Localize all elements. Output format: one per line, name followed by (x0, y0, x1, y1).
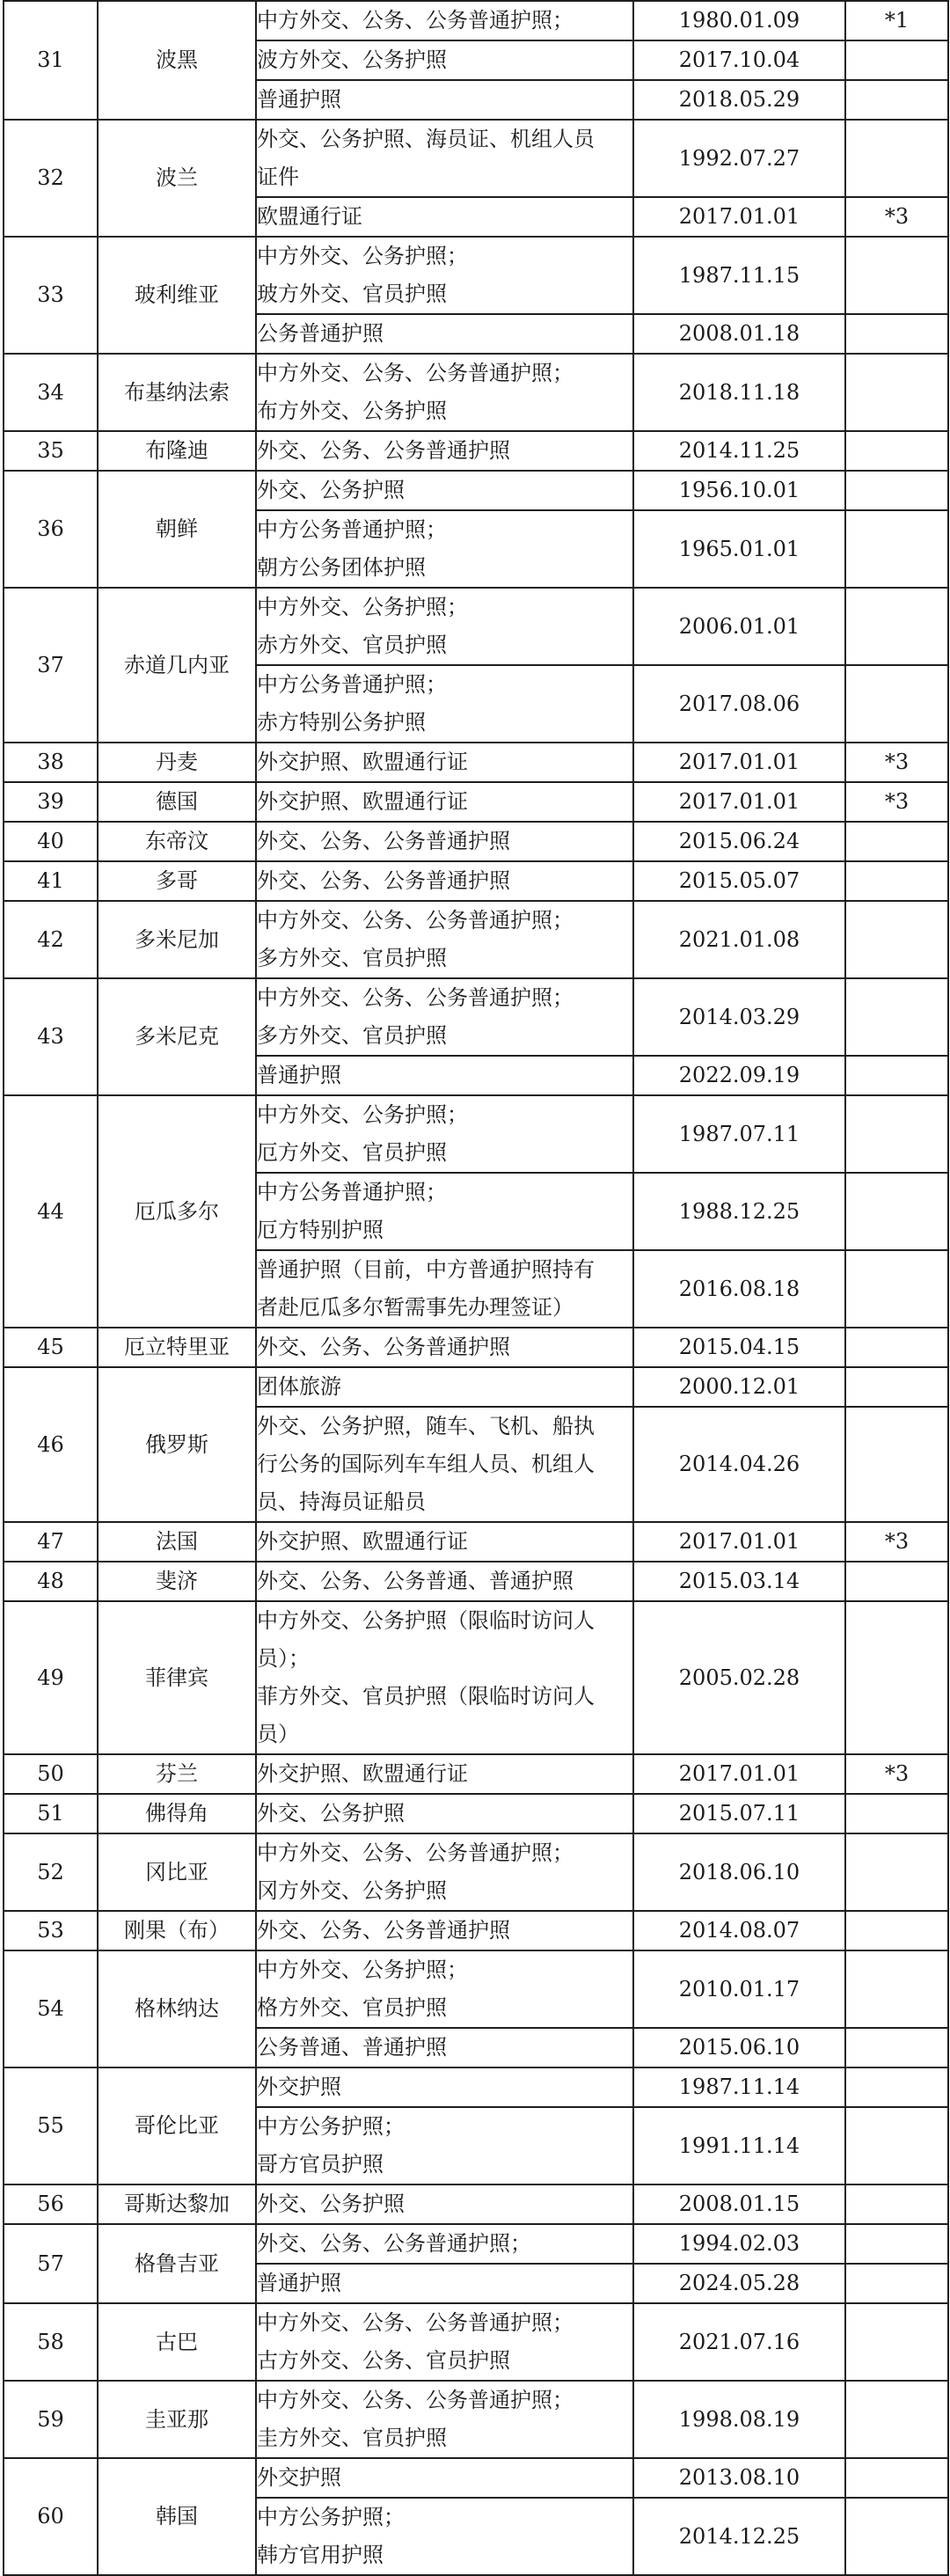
passport-type-cell (256, 2028, 633, 2067)
table-row (4, 1367, 948, 1407)
effective-date: 2010.01.17 (633, 1950, 845, 2028)
table-row (4, 861, 948, 901)
passport-type-line: 古方外交、公务、官员护照 (257, 2348, 510, 2373)
passport-type-cell (256, 237, 633, 314)
passport-type-line: 者赴厄瓜多尔暂需事先办理签证） (257, 1295, 574, 1320)
passport-type-line: 外交护照 (257, 2465, 341, 2490)
note-mark (845, 2458, 948, 2498)
row-number: 42 (4, 901, 98, 978)
passport-type-line: 中方公务护照； (257, 2114, 405, 2139)
passport-type-cell (256, 1794, 633, 1833)
note-mark (845, 1794, 948, 1833)
passport-type-line: 赤方外交、官员护照 (257, 633, 447, 657)
effective-date: 1956.10.01 (633, 471, 845, 510)
country-name: 哥斯达黎加 (98, 2184, 256, 2224)
row-number: 44 (4, 1095, 98, 1328)
note-mark (845, 2184, 948, 2224)
country-name: 厄立特里亚 (98, 1328, 256, 1367)
table-row (4, 588, 948, 665)
passport-type-cell (256, 1250, 633, 1328)
passport-type-line: 中方外交、公务、公务普通护照； (257, 908, 574, 933)
table-row (4, 1328, 948, 1367)
passport-type-line: 外交护照、欧盟通行证 (257, 1529, 468, 1554)
note-mark (845, 1407, 948, 1522)
effective-date: 2014.03.29 (633, 978, 845, 1056)
row-number: 37 (4, 588, 98, 743)
passport-type-cell (256, 1328, 633, 1367)
note-mark (845, 1833, 948, 1911)
passport-type-line: 外交、公务护照 (257, 478, 405, 502)
effective-date: 2014.12.25 (633, 2498, 845, 2575)
passport-type-cell (256, 1562, 633, 1601)
passport-type-line: 厄方外交、官员护照 (257, 1140, 447, 1165)
passport-type-cell (256, 2303, 633, 2381)
passport-type-line: 中方公务护照； (257, 2505, 405, 2529)
passport-type-line: 中方公务普通护照； (257, 672, 447, 697)
country-name: 波黑 (98, 1, 256, 120)
passport-type-cell (256, 431, 633, 471)
effective-date: 2017.01.01 (633, 743, 845, 782)
row-number: 43 (4, 978, 98, 1095)
note-mark (845, 1562, 948, 1601)
passport-type-line: 公务普通护照 (257, 321, 384, 346)
row-number: 32 (4, 120, 98, 237)
row-number: 53 (4, 1911, 98, 1950)
table-row (4, 1, 948, 40)
passport-type-cell (256, 2107, 633, 2184)
country-name: 斐济 (98, 1562, 256, 1601)
passport-type-line: 中方外交、公务护照； (257, 1958, 468, 1982)
country-name: 德国 (98, 782, 256, 822)
passport-type-cell (256, 2224, 633, 2264)
note-mark (845, 901, 948, 978)
row-number: 40 (4, 822, 98, 861)
country-name: 格林纳达 (98, 1950, 256, 2067)
note-mark (845, 2381, 948, 2458)
effective-date: 2000.12.01 (633, 1367, 845, 1407)
table-row (4, 822, 948, 861)
note-mark (845, 510, 948, 588)
row-number: 59 (4, 2381, 98, 2458)
table-row (4, 1562, 948, 1601)
passport-type-cell (256, 1522, 633, 1562)
passport-type-line: 格方外交、官员护照 (257, 1995, 447, 2020)
passport-type-cell (256, 2381, 633, 2458)
row-number: 60 (4, 2458, 98, 2575)
country-name: 冈比亚 (98, 1833, 256, 1911)
effective-date: 1994.02.03 (633, 2224, 845, 2264)
passport-type-cell (256, 1056, 633, 1095)
note-mark (845, 822, 948, 861)
table-row (4, 2067, 948, 2107)
note-mark (845, 1911, 948, 1950)
row-number: 38 (4, 743, 98, 782)
note-mark (845, 40, 948, 80)
passport-type-line: 外交、公务护照，随车、飞机、船执 (257, 1414, 595, 1438)
passport-type-cell (256, 901, 633, 978)
effective-date: 2022.09.19 (633, 1056, 845, 1095)
passport-type-line: 员、持海员证船员 (257, 1489, 426, 1514)
effective-date: 2008.01.15 (633, 2184, 845, 2224)
passport-type-line: 菲方外交、官员护照（限临时访问人 (257, 1684, 595, 1709)
passport-type-cell (256, 2067, 633, 2107)
row-number: 33 (4, 237, 98, 354)
passport-type-line: 外交、公务、公务普通护照 (257, 1335, 510, 1359)
passport-type-line: 外交护照、欧盟通行证 (257, 789, 468, 814)
table-row (4, 2458, 948, 2498)
row-number: 56 (4, 2184, 98, 2224)
effective-date: 2017.01.01 (633, 782, 845, 822)
passport-type-line: 中方公务普通护照； (257, 517, 447, 542)
passport-type-line: 玻方外交、官员护照 (257, 282, 447, 306)
passport-type-cell (256, 2264, 633, 2303)
country-name: 俄罗斯 (98, 1367, 256, 1522)
passport-type-cell (256, 1950, 633, 2028)
effective-date: 2008.01.18 (633, 314, 845, 354)
passport-type-line: 外交、公务护照 (257, 1801, 405, 1826)
note-mark (845, 2067, 948, 2107)
visa-exemption-table (3, 0, 949, 2576)
passport-type-line: 员） (257, 1722, 299, 1746)
table-row (4, 1911, 948, 1950)
passport-type-line: 普通护照 (257, 2271, 341, 2295)
passport-type-cell (256, 1601, 633, 1754)
effective-date: 2014.11.25 (633, 431, 845, 471)
effective-date: 2015.06.10 (633, 2028, 845, 2067)
effective-date: 2015.04.15 (633, 1328, 845, 1367)
note-mark (845, 1173, 948, 1250)
passport-type-line: 外交、公务、公务普通、普通护照 (257, 1569, 574, 1593)
effective-date: 1988.12.25 (633, 1173, 845, 1250)
effective-date: 2015.03.14 (633, 1562, 845, 1601)
passport-type-cell (256, 1367, 633, 1407)
effective-date: 2015.07.11 (633, 1794, 845, 1833)
effective-date: 1991.11.14 (633, 2107, 845, 2184)
passport-type-line: 外交、公务、公务普通护照 (257, 1918, 510, 1943)
passport-type-cell (256, 2458, 633, 2498)
passport-type-line: 中方公务普通护照； (257, 1180, 447, 1204)
note-mark (845, 471, 948, 510)
passport-type-line: 中方外交、公务、公务普通护照； (257, 8, 574, 33)
note-mark (845, 1601, 948, 1754)
row-number: 54 (4, 1950, 98, 2067)
effective-date: 2014.04.26 (633, 1407, 845, 1522)
table-row (4, 2381, 948, 2458)
passport-type-cell (256, 588, 633, 665)
table-row (4, 1950, 948, 2028)
note-mark: *3 (845, 1522, 948, 1562)
effective-date: 1987.07.11 (633, 1095, 845, 1173)
passport-type-cell (256, 1407, 633, 1522)
note-mark (845, 2028, 948, 2067)
effective-date: 2017.01.01 (633, 1522, 845, 1562)
row-number: 45 (4, 1328, 98, 1367)
passport-type-cell (256, 1911, 633, 1950)
note-mark (845, 2264, 948, 2303)
passport-type-line: 赤方特别公务护照 (257, 710, 426, 735)
note-mark (845, 1250, 948, 1328)
note-mark (845, 120, 948, 197)
row-number: 31 (4, 1, 98, 120)
country-name: 多哥 (98, 861, 256, 901)
passport-type-line: 外交、公务、公务普通护照 (257, 438, 510, 463)
effective-date: 2021.01.08 (633, 901, 845, 978)
effective-date: 2018.11.18 (633, 354, 845, 431)
passport-type-line: 团体旅游 (257, 1374, 341, 1399)
effective-date: 1987.11.14 (633, 2067, 845, 2107)
table-row (4, 782, 948, 822)
effective-date: 2024.05.28 (633, 2264, 845, 2303)
passport-type-line: 中方外交、公务、公务普通护照； (257, 361, 574, 385)
note-mark (845, 1328, 948, 1367)
row-number: 51 (4, 1794, 98, 1833)
row-number: 52 (4, 1833, 98, 1911)
country-name: 波兰 (98, 120, 256, 237)
passport-type-cell (256, 80, 633, 120)
table-row (4, 1754, 948, 1794)
passport-type-line: 外交护照、欧盟通行证 (257, 1761, 468, 1786)
note-mark (845, 237, 948, 314)
country-name: 芬兰 (98, 1754, 256, 1794)
note-mark (845, 978, 948, 1056)
country-name: 刚果（布） (98, 1911, 256, 1950)
country-name: 厄瓜多尔 (98, 1095, 256, 1328)
passport-type-cell (256, 314, 633, 354)
passport-type-line: 中方外交、公务护照； (257, 244, 468, 268)
country-name: 佛得角 (98, 1794, 256, 1833)
row-number: 48 (4, 1562, 98, 1601)
passport-type-cell (256, 354, 633, 431)
passport-type-line: 欧盟通行证 (257, 204, 362, 229)
effective-date: 2005.02.28 (633, 1601, 845, 1754)
passport-type-line: 中方外交、公务护照； (257, 1102, 468, 1127)
row-number: 36 (4, 471, 98, 588)
country-name: 菲律宾 (98, 1601, 256, 1754)
country-name: 格鲁吉亚 (98, 2224, 256, 2303)
country-name: 韩国 (98, 2458, 256, 2575)
row-number: 34 (4, 354, 98, 431)
table-row (4, 431, 948, 471)
passport-type-line: 证件 (257, 165, 299, 189)
country-name: 法国 (98, 1522, 256, 1562)
passport-type-line: 多方外交、官员护照 (257, 1023, 447, 1048)
effective-date: 2015.06.24 (633, 822, 845, 861)
row-number: 55 (4, 2067, 98, 2184)
table-row (4, 354, 948, 431)
passport-type-line: 厄方特别护照 (257, 1218, 384, 1242)
passport-type-line: 普通护照 (257, 87, 341, 112)
row-number: 47 (4, 1522, 98, 1562)
country-name: 赤道几内亚 (98, 588, 256, 743)
note-mark (845, 314, 948, 354)
note-mark: *1 (845, 1, 948, 40)
note-mark: *3 (845, 782, 948, 822)
note-mark (845, 1056, 948, 1095)
passport-type-cell (256, 471, 633, 510)
effective-date: 2018.06.10 (633, 1833, 845, 1911)
passport-type-cell (256, 2498, 633, 2575)
passport-type-line: 朝方公务团体护照 (257, 555, 426, 580)
table-row (4, 1833, 948, 1911)
row-number: 46 (4, 1367, 98, 1522)
table-row (4, 2224, 948, 2264)
country-name: 古巴 (98, 2303, 256, 2381)
country-name: 东帝汶 (98, 822, 256, 861)
passport-type-cell (256, 822, 633, 861)
passport-type-line: 外交、公务、公务普通护照 (257, 829, 510, 853)
table-row (4, 237, 948, 314)
row-number: 35 (4, 431, 98, 471)
table-body (4, 1, 948, 2575)
effective-date: 2016.08.18 (633, 1250, 845, 1328)
effective-date: 2014.08.07 (633, 1911, 845, 1950)
note-mark (845, 1367, 948, 1407)
effective-date: 2017.08.06 (633, 665, 845, 743)
note-mark (845, 2224, 948, 2264)
effective-date: 2006.01.01 (633, 588, 845, 665)
passport-type-cell (256, 2184, 633, 2224)
passport-type-line: 韩方官用护照 (257, 2543, 384, 2567)
passport-type-cell (256, 1173, 633, 1250)
passport-type-line: 普通护照 (257, 1063, 341, 1087)
passport-type-cell (256, 782, 633, 822)
passport-type-cell (256, 40, 633, 80)
note-mark: *3 (845, 1754, 948, 1794)
effective-date: 1998.08.19 (633, 2381, 845, 2458)
passport-type-line: 员）； (257, 1646, 310, 1671)
note-mark (845, 665, 948, 743)
table-row (4, 1601, 948, 1754)
effective-date: 1992.07.27 (633, 120, 845, 197)
note-mark (845, 588, 948, 665)
passport-type-cell (256, 1833, 633, 1911)
note-mark (845, 2303, 948, 2381)
table-row (4, 120, 948, 197)
passport-type-line: 圭方外交、官员护照 (257, 2426, 447, 2450)
passport-type-line: 哥方官员护照 (257, 2152, 384, 2177)
effective-date: 2015.05.07 (633, 861, 845, 901)
passport-type-line: 普通护照（目前，中方普通护照持有 (257, 1257, 595, 1282)
note-mark (845, 2498, 948, 2575)
passport-type-cell (256, 1095, 633, 1173)
note-mark (845, 1950, 948, 2028)
table-row (4, 901, 948, 978)
effective-date: 1965.01.01 (633, 510, 845, 588)
country-name: 丹麦 (98, 743, 256, 782)
passport-type-cell (256, 861, 633, 901)
effective-date: 2018.05.29 (633, 80, 845, 120)
table-row (4, 1095, 948, 1173)
effective-date: 1980.01.09 (633, 1, 845, 40)
passport-type-cell (256, 1, 633, 40)
country-name: 朝鲜 (98, 471, 256, 588)
table-row (4, 471, 948, 510)
table-row (4, 743, 948, 782)
passport-type-line: 波方外交、公务护照 (257, 48, 447, 72)
effective-date: 2017.01.01 (633, 197, 845, 237)
passport-type-line: 中方外交、公务、公务普通护照； (257, 985, 574, 1010)
row-number: 58 (4, 2303, 98, 2381)
note-mark (845, 1095, 948, 1173)
row-number: 49 (4, 1601, 98, 1754)
row-number: 39 (4, 782, 98, 822)
passport-type-line: 外交护照、欧盟通行证 (257, 750, 468, 774)
passport-type-cell (256, 665, 633, 743)
passport-type-line: 中方外交、公务护照； (257, 595, 468, 619)
passport-type-cell (256, 197, 633, 237)
country-name: 哥伦比亚 (98, 2067, 256, 2184)
note-mark: *3 (845, 743, 948, 782)
country-name: 布基纳法索 (98, 354, 256, 431)
passport-type-line: 中方外交、公务护照（限临时访问人 (257, 1608, 595, 1633)
table-row (4, 2184, 948, 2224)
passport-type-cell (256, 120, 633, 197)
country-name: 多米尼加 (98, 901, 256, 978)
note-mark (845, 354, 948, 431)
passport-type-line: 外交、公务、公务普通护照 (257, 868, 510, 893)
passport-type-cell (256, 510, 633, 588)
passport-type-cell (256, 1754, 633, 1794)
passport-type-line: 布方外交、公务护照 (257, 399, 447, 423)
passport-type-line: 中方外交、公务、公务普通护照； (257, 2388, 574, 2412)
passport-type-line: 外交、公务、公务普通护照； (257, 2231, 531, 2256)
row-number: 41 (4, 861, 98, 901)
table-row (4, 1794, 948, 1833)
note-mark (845, 2107, 948, 2184)
passport-type-line: 行公务的国际列车车组人员、机组人 (257, 1452, 595, 1476)
country-name: 玻利维亚 (98, 237, 256, 354)
effective-date: 1987.11.15 (633, 237, 845, 314)
table-row (4, 2303, 948, 2381)
note-mark (845, 431, 948, 471)
passport-type-line: 多方外交、官员护照 (257, 946, 447, 970)
table-row (4, 1522, 948, 1562)
country-name: 布隆迪 (98, 431, 256, 471)
row-number: 57 (4, 2224, 98, 2303)
passport-type-line: 外交、公务护照 (257, 2192, 405, 2216)
passport-type-line: 外交护照 (257, 2075, 341, 2099)
visa-exemption-table-container (3, 0, 947, 2576)
effective-date: 2017.10.04 (633, 40, 845, 80)
passport-type-line: 中方外交、公务、公务普通护照； (257, 1841, 574, 1865)
passport-type-line: 冈方外交、公务护照 (257, 1878, 447, 1903)
passport-type-cell (256, 978, 633, 1056)
country-name: 多米尼克 (98, 978, 256, 1095)
effective-date: 2013.08.10 (633, 2458, 845, 2498)
country-name: 圭亚那 (98, 2381, 256, 2458)
note-mark (845, 861, 948, 901)
row-number: 50 (4, 1754, 98, 1794)
note-mark: *3 (845, 197, 948, 237)
passport-type-line: 公务普通、普通护照 (257, 2035, 447, 2060)
note-mark (845, 80, 948, 120)
passport-type-line: 中方外交、公务、公务普通护照； (257, 2310, 574, 2335)
table-row (4, 978, 948, 1056)
passport-type-line: 外交、公务护照、海员证、机组人员 (257, 127, 595, 151)
effective-date: 2017.01.01 (633, 1754, 845, 1794)
passport-type-cell (256, 743, 633, 782)
effective-date: 2021.07.16 (633, 2303, 845, 2381)
